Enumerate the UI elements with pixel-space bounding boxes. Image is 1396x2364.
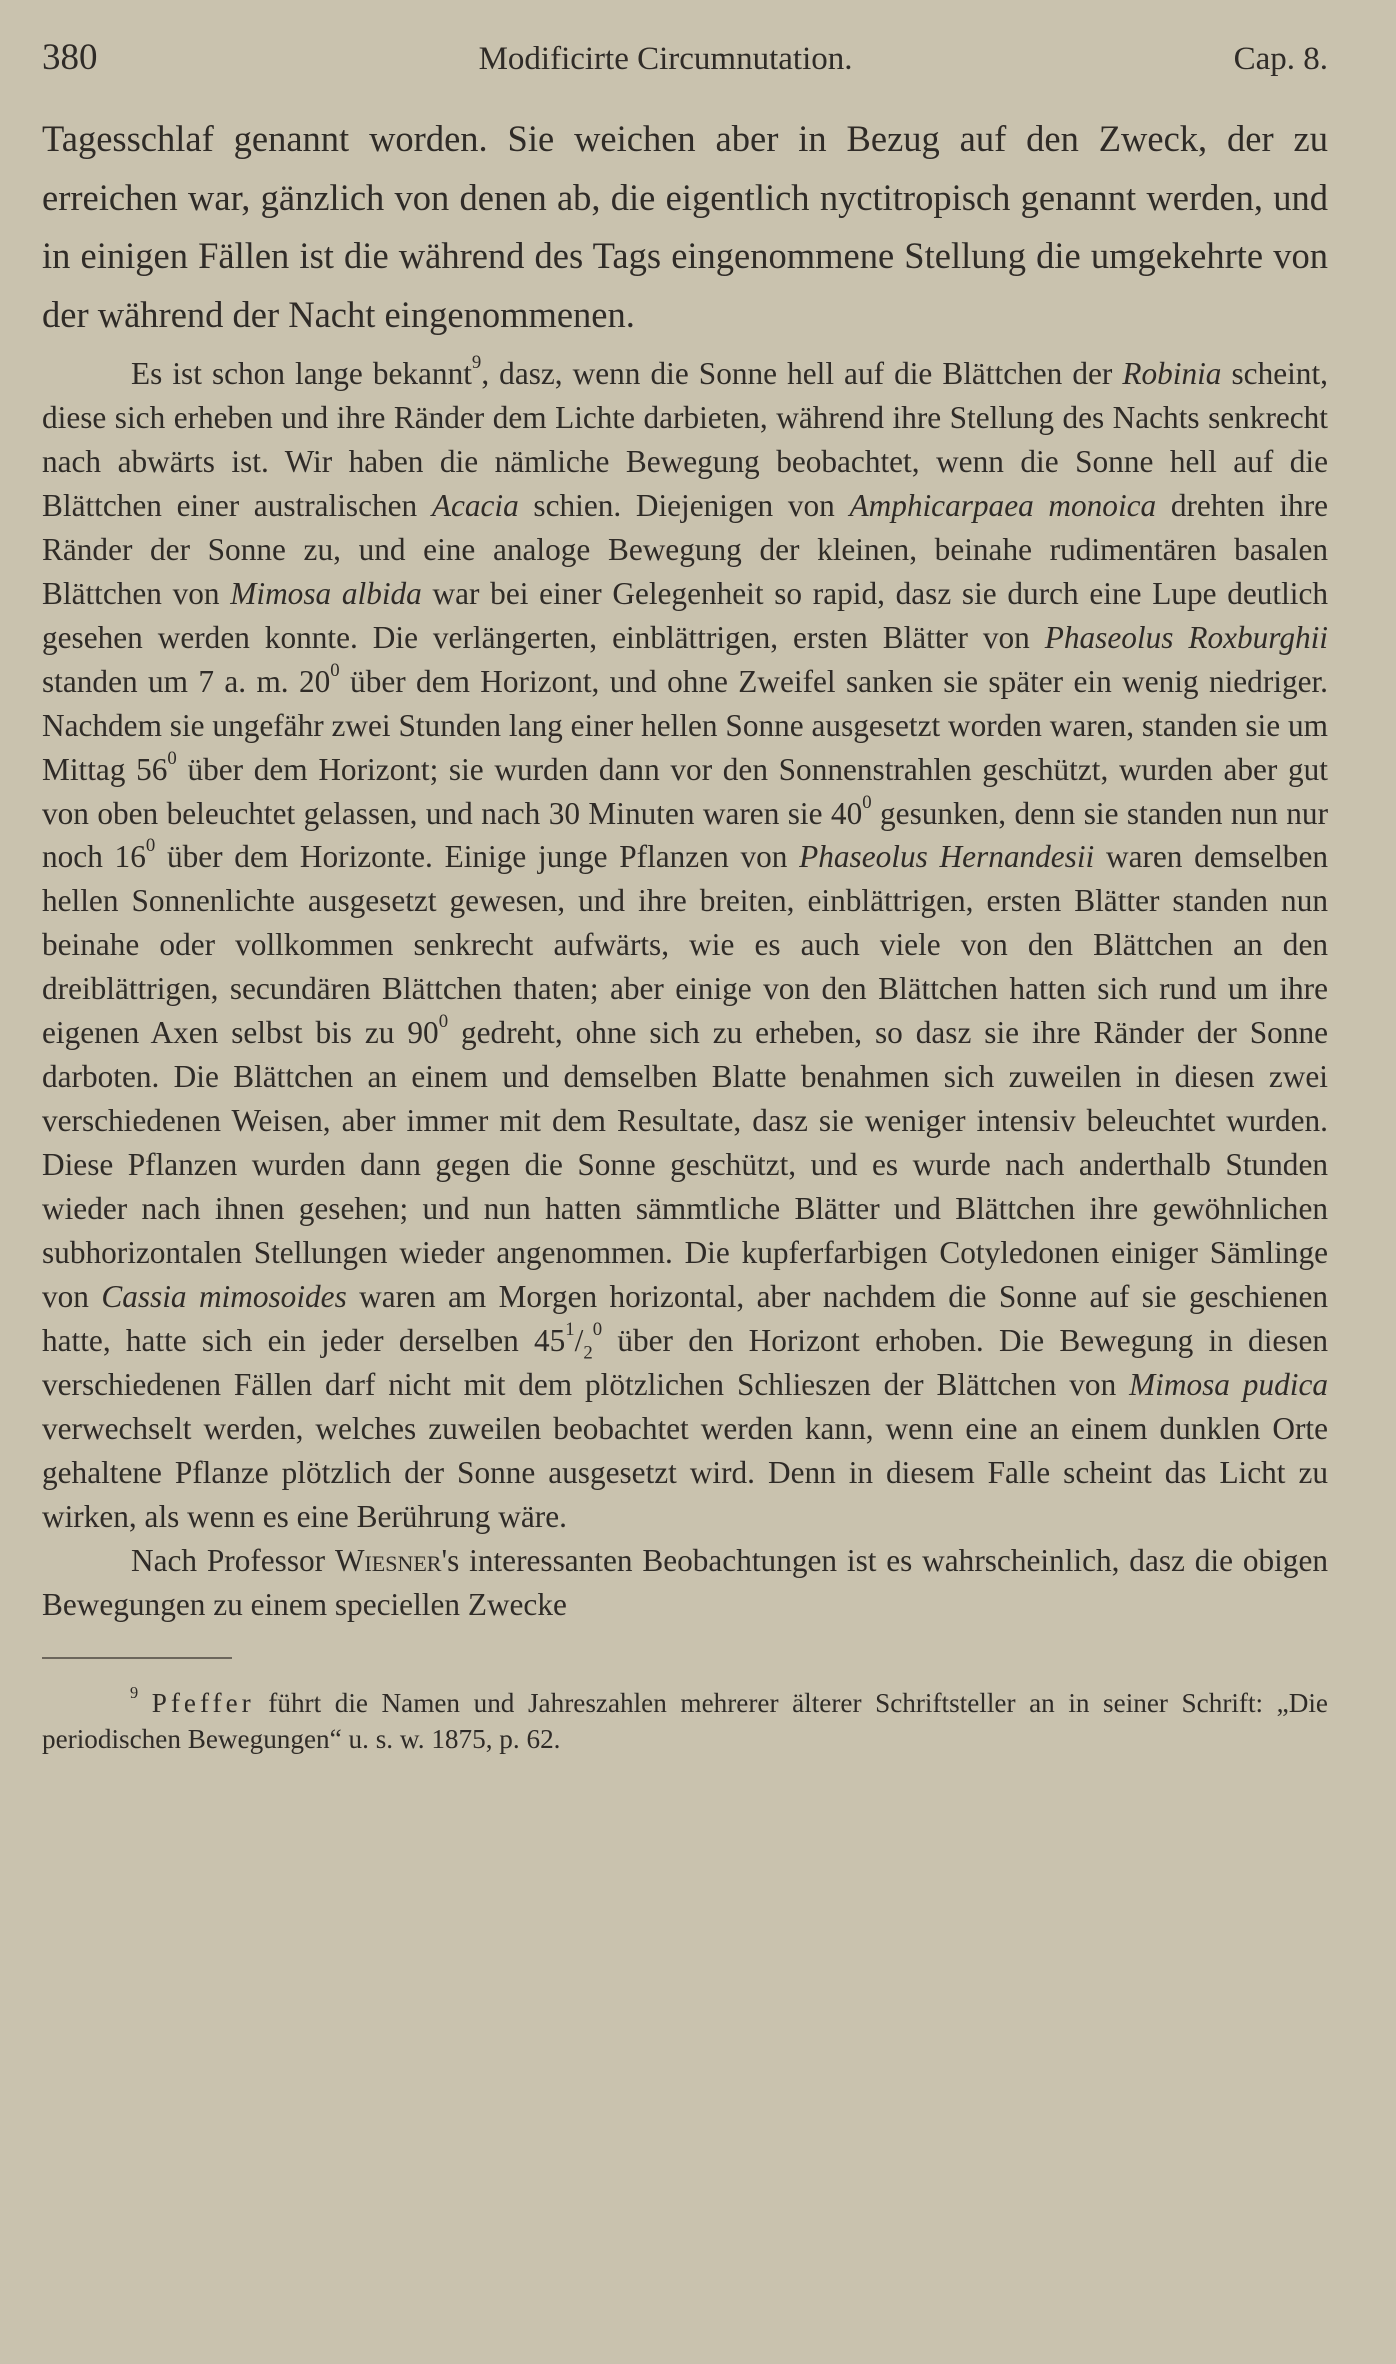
degree-mark: 0 <box>438 1011 449 1033</box>
text-run: Nach Professor <box>131 1542 335 1578</box>
text-run: war bei einer Gelegenheit so rapid, dasz sie durch eine Lupe deutlich gesehen werden konnte. Die verlängerten, einblättrigen, ersten Blätter von <box>42 575 1329 655</box>
text-run: über den Horizont erhoben. Die Bewegung in diesen verschiedenen Fällen darf nicht mit dem plötzlichen Schlieszen der Blättchen von <box>42 1322 1328 1402</box>
footnote-divider <box>42 1657 232 1659</box>
running-head <box>42 28 1328 110</box>
text-run: 's interessanten Beobachtungen ist es wahrscheinlich, dasz die obigen Bewegungen zu einem speciellen Zwecke <box>42 1542 1328 1622</box>
author-name: Wiesner <box>334 1542 442 1578</box>
text-run: scheint, diese sich erheben und ihre Ränder dem Lichte darbieten, während ihre Stellung des Nachts senkrecht nach abwärts ist. Wir haben die nämliche Bewegung beobachtet, wenn die Sonne hell auf die Blättchen einer australischen <box>42 356 1328 523</box>
text-run: , dasz, wenn die Sonne hell auf die Blättchen der <box>481 356 1123 391</box>
taxon-name: Mimosa pudica <box>1129 1366 1328 1402</box>
text-run: Es ist schon lange bekannt <box>131 356 472 391</box>
degree-mark: 0 <box>167 747 177 769</box>
taxon-name: Phaseolus Hernandesii <box>799 839 1095 875</box>
text-run: waren am Morgen horizontal, aber nachdem die Sonne auf sie geschienen hatte, hatte sich ein jeder derselben 45 <box>42 1279 1328 1358</box>
text-run: gedreht, ohne sich zu erheben, so dasz sie ihre Ränder der Sonne darboten. Die Blättchen an einem und demselben Blatte benahmen sich zuweilen in diesen zwei verschiedenen Weisen, aber immer mit dem Resultate, dasz sie weniger intensiv beleuchtet wurden. Diese Pflanzen wurden dann gegen die Sonne geschützt, und es wurde nach anderthalb Stunden wieder nach ihnen gesehen; und nun hatten sämmtliche Blätter und Blättchen ihre gewöhnlichen subhorizontalen Stellungen wieder angenommen. Die kupferfarbigen Cotyledonen einiger Sämlinge von <box>42 1015 1329 1315</box>
degree-mark: 0 <box>862 791 872 813</box>
footnote-marker: 9 <box>130 1682 139 1702</box>
taxon-name: Amphicarpaea monoica <box>849 487 1157 523</box>
fraction-denominator: 2 <box>583 1342 593 1364</box>
taxon-name: Mimosa albida <box>230 575 422 611</box>
running-title: Modificirte Circumnutation. <box>478 41 853 77</box>
paragraph-wiesner <box>42 1539 1328 1627</box>
page-number: 380 <box>42 37 98 78</box>
text-run: über dem Horizont, und ohne Zweifel sanken sie später ein wenig niedriger. Nachdem sie ungefähr zwei Stunden lang einer hellen Sonne ausgesetzt worden waren, standen sie um Mittag 56 <box>42 663 1329 787</box>
text-run: standen um 7 a. m. 20 <box>42 663 331 699</box>
taxon-name: Phaseolus Roxburghii <box>1044 619 1329 655</box>
text-run: verwechselt werden, welches zuweilen beobachtet werden kann, wenn eine an einem dunklen Orte gehaltene Pflanze plötzlich der Sonne ausgesetzt wird. Denn in diesem Falle scheint das Licht zu wirken, als wenn es eine Berührung wäre. <box>42 1410 1328 1534</box>
paragraph-heliotropic-movements <box>42 352 1328 1539</box>
degree-mark: 0 <box>592 1319 603 1341</box>
degree-mark: 0 <box>145 835 156 857</box>
taxon-name: Robinia <box>1122 356 1222 391</box>
chapter-label: Cap. 8. <box>1233 41 1328 77</box>
footnote <box>42 1682 1328 1758</box>
footnote-ref: 9 <box>471 352 482 374</box>
taxon-name: Acacia <box>431 487 519 523</box>
degree-mark: 0 <box>330 659 340 681</box>
taxon-name: Cassia mimosoides <box>101 1279 347 1315</box>
fraction-numerator: 1 <box>565 1319 575 1341</box>
text-run: gesunken, denn sie standen nun nur noch 16 <box>42 795 1328 875</box>
intro-paragraph: Tagesschlaf genannt worden. Sie weichen aber in Bezug auf den Zweck, der zu erreichen war, gänzlich von denen ab, die eigentlich nyctitropisch genannt werden, und in einigen Fällen ist die während des Tags eingenommene Stellung die umgekehrte von der während der Nacht eingenommenen. <box>42 118 1328 335</box>
text-run: schien. Diejenigen von <box>518 487 850 523</box>
footnote-text: führt die Namen und Jahreszahlen mehrerer älterer Schriftsteller an in seiner Schrift: „Die periodischen Bewegungen“ u. s. w. 1875, p. 62. <box>42 1687 1328 1755</box>
text-run: drehten ihre Ränder der Sonne zu, und eine analoge Bewegung der kleinen, beinahe rudimentären basalen Blättchen von <box>42 487 1329 611</box>
text-run: waren demselben hellen Sonnenlichte ausgesetzt gewesen, und ihre breiten, einblättrigen, ersten Blätter standen nun beinahe oder vollkommen senkrecht aufwärts, wie es auch viele von den Blättchen an den dreiblättrigen, secundären Blättchen thaten; aber einige von den Blättchen hatten sich rund um ihre eigenen Axen selbst bis zu 90 <box>42 839 1328 1051</box>
footnote-author: Pfeffer <box>151 1687 255 1718</box>
text-run: über dem Horizonte. Einige junge Pflanzen von <box>155 839 800 875</box>
fraction-bar: / <box>574 1322 584 1358</box>
text-run: über dem Horizont; sie wurden dann vor den Sonnenstrahlen geschützt, wurden aber gut von oben beleuchtet gelassen, und nach 30 Minuten waren sie 40 <box>42 751 1328 831</box>
